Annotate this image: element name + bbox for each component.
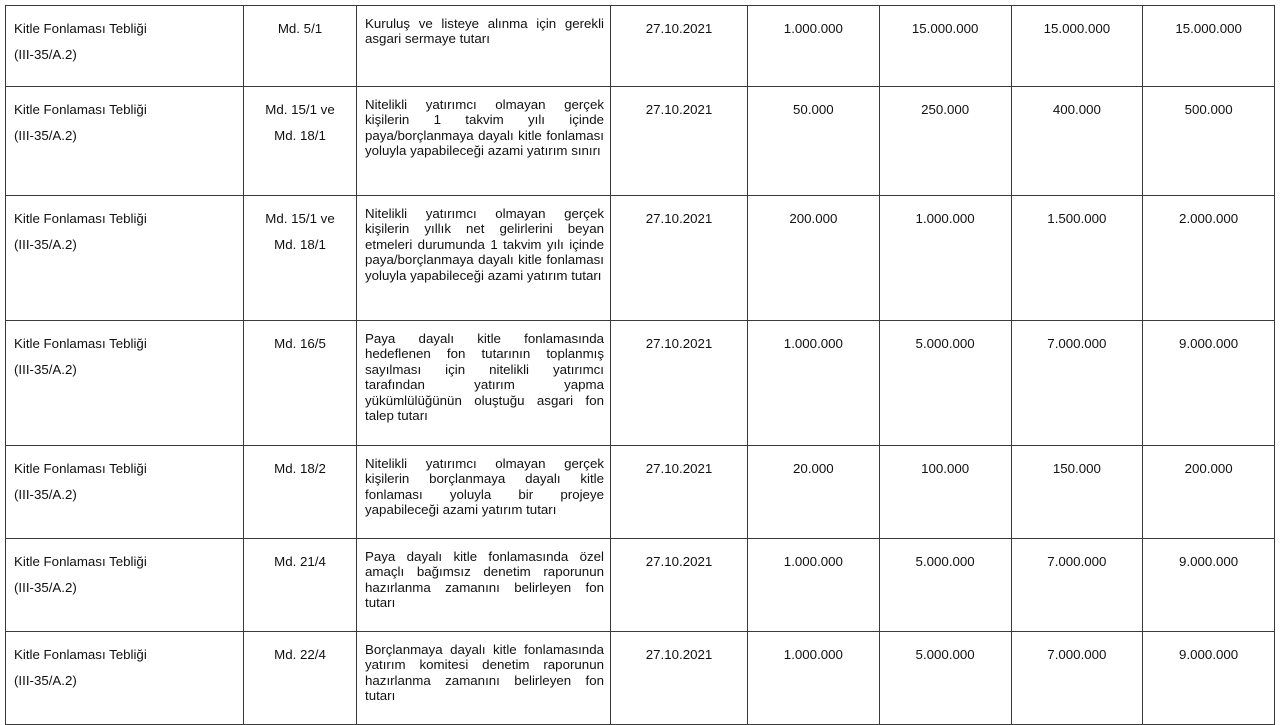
regulation-name: Kitle Fonlaması Tebliği	[14, 554, 147, 569]
description-cell: Nitelikli yatırımcı olmayan gerçek kişilerin 1 takvim yılı içinde paya/borçlanmaya dayalı kitle fonlaması yoluyla yapabileceği azami yatırım sınırı	[357, 87, 611, 196]
table-row	[6, 321, 1275, 446]
article-cell	[244, 6, 357, 87]
regulation-code: (III-35/A.2)	[14, 487, 77, 502]
amount-cell-3: 7.000.000	[1011, 632, 1143, 725]
table-row	[6, 446, 1275, 539]
amount-cell-1: 50.000	[748, 87, 880, 196]
date-cell: 27.10.2021	[611, 632, 748, 725]
article-cell	[244, 539, 357, 632]
regulation-code: (III-35/A.2)	[14, 47, 77, 62]
article-ref-2: Md. 18/1	[274, 237, 326, 252]
article-ref: Md. 15/1 ve	[265, 211, 335, 226]
description-cell: Kuruluş ve listeye alınma için gerekli asgari sermaye tutarı	[357, 6, 611, 87]
description-cell: Paya dayalı kitle fonlamasında özel amaçlı bağımsız denetim raporunun hazırlanma zamanını belirleyen fon tutarı	[357, 539, 611, 632]
date-cell: 27.10.2021	[611, 6, 748, 87]
date-cell: 27.10.2021	[611, 446, 748, 539]
amount-cell-4: 9.000.000	[1143, 632, 1275, 725]
amount-cell-1: 20.000	[748, 446, 880, 539]
regulation-cell	[6, 87, 244, 196]
amount-cell-4: 9.000.000	[1143, 321, 1275, 446]
regulation-name: Kitle Fonlaması Tebliği	[14, 21, 147, 36]
article-ref: Md. 22/4	[274, 647, 326, 662]
amount-cell-4: 2.000.000	[1143, 196, 1275, 321]
description-cell: Nitelikli yatırımcı olmayan gerçek kişilerin yıllık net gelirlerini beyan etmeleri durumunda 1 takvim yılı içinde paya/borçlanmaya dayalı kitle fonlaması yoluyla yapabileceği azami yatırım tutarı	[357, 196, 611, 321]
article-cell	[244, 632, 357, 725]
table-row	[6, 196, 1275, 321]
article-ref: Md. 18/2	[274, 461, 326, 476]
article-ref: Md. 21/4	[274, 554, 326, 569]
regulation-name: Kitle Fonlaması Tebliği	[14, 211, 147, 226]
amount-cell-1: 1.000.000	[748, 539, 880, 632]
table-row	[6, 6, 1275, 87]
article-ref: Md. 5/1	[277, 21, 323, 36]
regulation-name: Kitle Fonlaması Tebliği	[14, 647, 147, 662]
description-cell: Paya dayalı kitle fonlamasında hedeflenen fon tutarının toplanmış sayılması için nitelikli yatırımcı tarafından yatırım yapma yükümlülüğünün oluştuğu asgari fon talep tutarı	[357, 321, 611, 446]
regulation-cell	[6, 539, 244, 632]
regulation-name: Kitle Fonlaması Tebliği	[14, 336, 147, 351]
date-cell: 27.10.2021	[611, 87, 748, 196]
regulation-code: (III-35/A.2)	[14, 237, 77, 252]
regulation-cell	[6, 632, 244, 725]
article-cell	[244, 321, 357, 446]
amount-cell-4: 500.000	[1143, 87, 1275, 196]
amount-cell-2: 15.000.000	[879, 6, 1011, 87]
regulation-code: (III-35/A.2)	[14, 673, 77, 688]
amount-cell-3: 7.000.000	[1011, 321, 1143, 446]
table-row	[6, 539, 1275, 632]
amount-cell-2: 100.000	[879, 446, 1011, 539]
date-cell: 27.10.2021	[611, 196, 748, 321]
description-cell: Nitelikli yatırımcı olmayan gerçek kişilerin borçlanmaya dayalı kitle fonlaması yoluyla bir projeye yapabileceği azami yatırım tutarı	[357, 446, 611, 539]
amount-cell-1: 1.000.000	[748, 6, 880, 87]
amount-cell-2: 1.000.000	[879, 196, 1011, 321]
amount-cell-2: 5.000.000	[879, 632, 1011, 725]
amount-cell-4: 15.000.000	[1143, 6, 1275, 87]
regulation-cell	[6, 446, 244, 539]
article-cell	[244, 196, 357, 321]
amount-cell-1: 200.000	[748, 196, 880, 321]
regulation-code: (III-35/A.2)	[14, 362, 77, 377]
amount-cell-1: 1.000.000	[748, 321, 880, 446]
threshold-table	[5, 5, 1275, 725]
amount-cell-3: 1.500.000	[1011, 196, 1143, 321]
amount-cell-2: 5.000.000	[879, 321, 1011, 446]
article-ref: Md. 15/1 ve	[265, 102, 335, 117]
description-cell: Borçlanmaya dayalı kitle fonlamasında yatırım komitesi denetim raporunun hazırlanma zamanını belirleyen fon tutarı	[357, 632, 611, 725]
regulation-name: Kitle Fonlaması Tebliği	[14, 102, 147, 117]
regulation-code: (III-35/A.2)	[14, 128, 77, 143]
article-ref-2: Md. 18/1	[274, 128, 326, 143]
amount-cell-2: 250.000	[879, 87, 1011, 196]
amount-cell-3: 150.000	[1011, 446, 1143, 539]
regulation-code: (III-35/A.2)	[14, 580, 77, 595]
table-row	[6, 632, 1275, 725]
date-cell: 27.10.2021	[611, 539, 748, 632]
amount-cell-4: 200.000	[1143, 446, 1275, 539]
amount-cell-3: 7.000.000	[1011, 539, 1143, 632]
article-cell	[244, 446, 357, 539]
amount-cell-4: 9.000.000	[1143, 539, 1275, 632]
date-cell: 27.10.2021	[611, 321, 748, 446]
amount-cell-2: 5.000.000	[879, 539, 1011, 632]
article-cell	[244, 87, 357, 196]
regulation-cell	[6, 321, 244, 446]
amount-cell-3: 400.000	[1011, 87, 1143, 196]
regulation-name: Kitle Fonlaması Tebliği	[14, 461, 147, 476]
amount-cell-3: 15.000.000	[1011, 6, 1143, 87]
regulation-cell	[6, 196, 244, 321]
table-row	[6, 87, 1275, 196]
amount-cell-1: 1.000.000	[748, 632, 880, 725]
regulation-cell	[6, 6, 244, 87]
article-ref: Md. 16/5	[274, 336, 326, 351]
